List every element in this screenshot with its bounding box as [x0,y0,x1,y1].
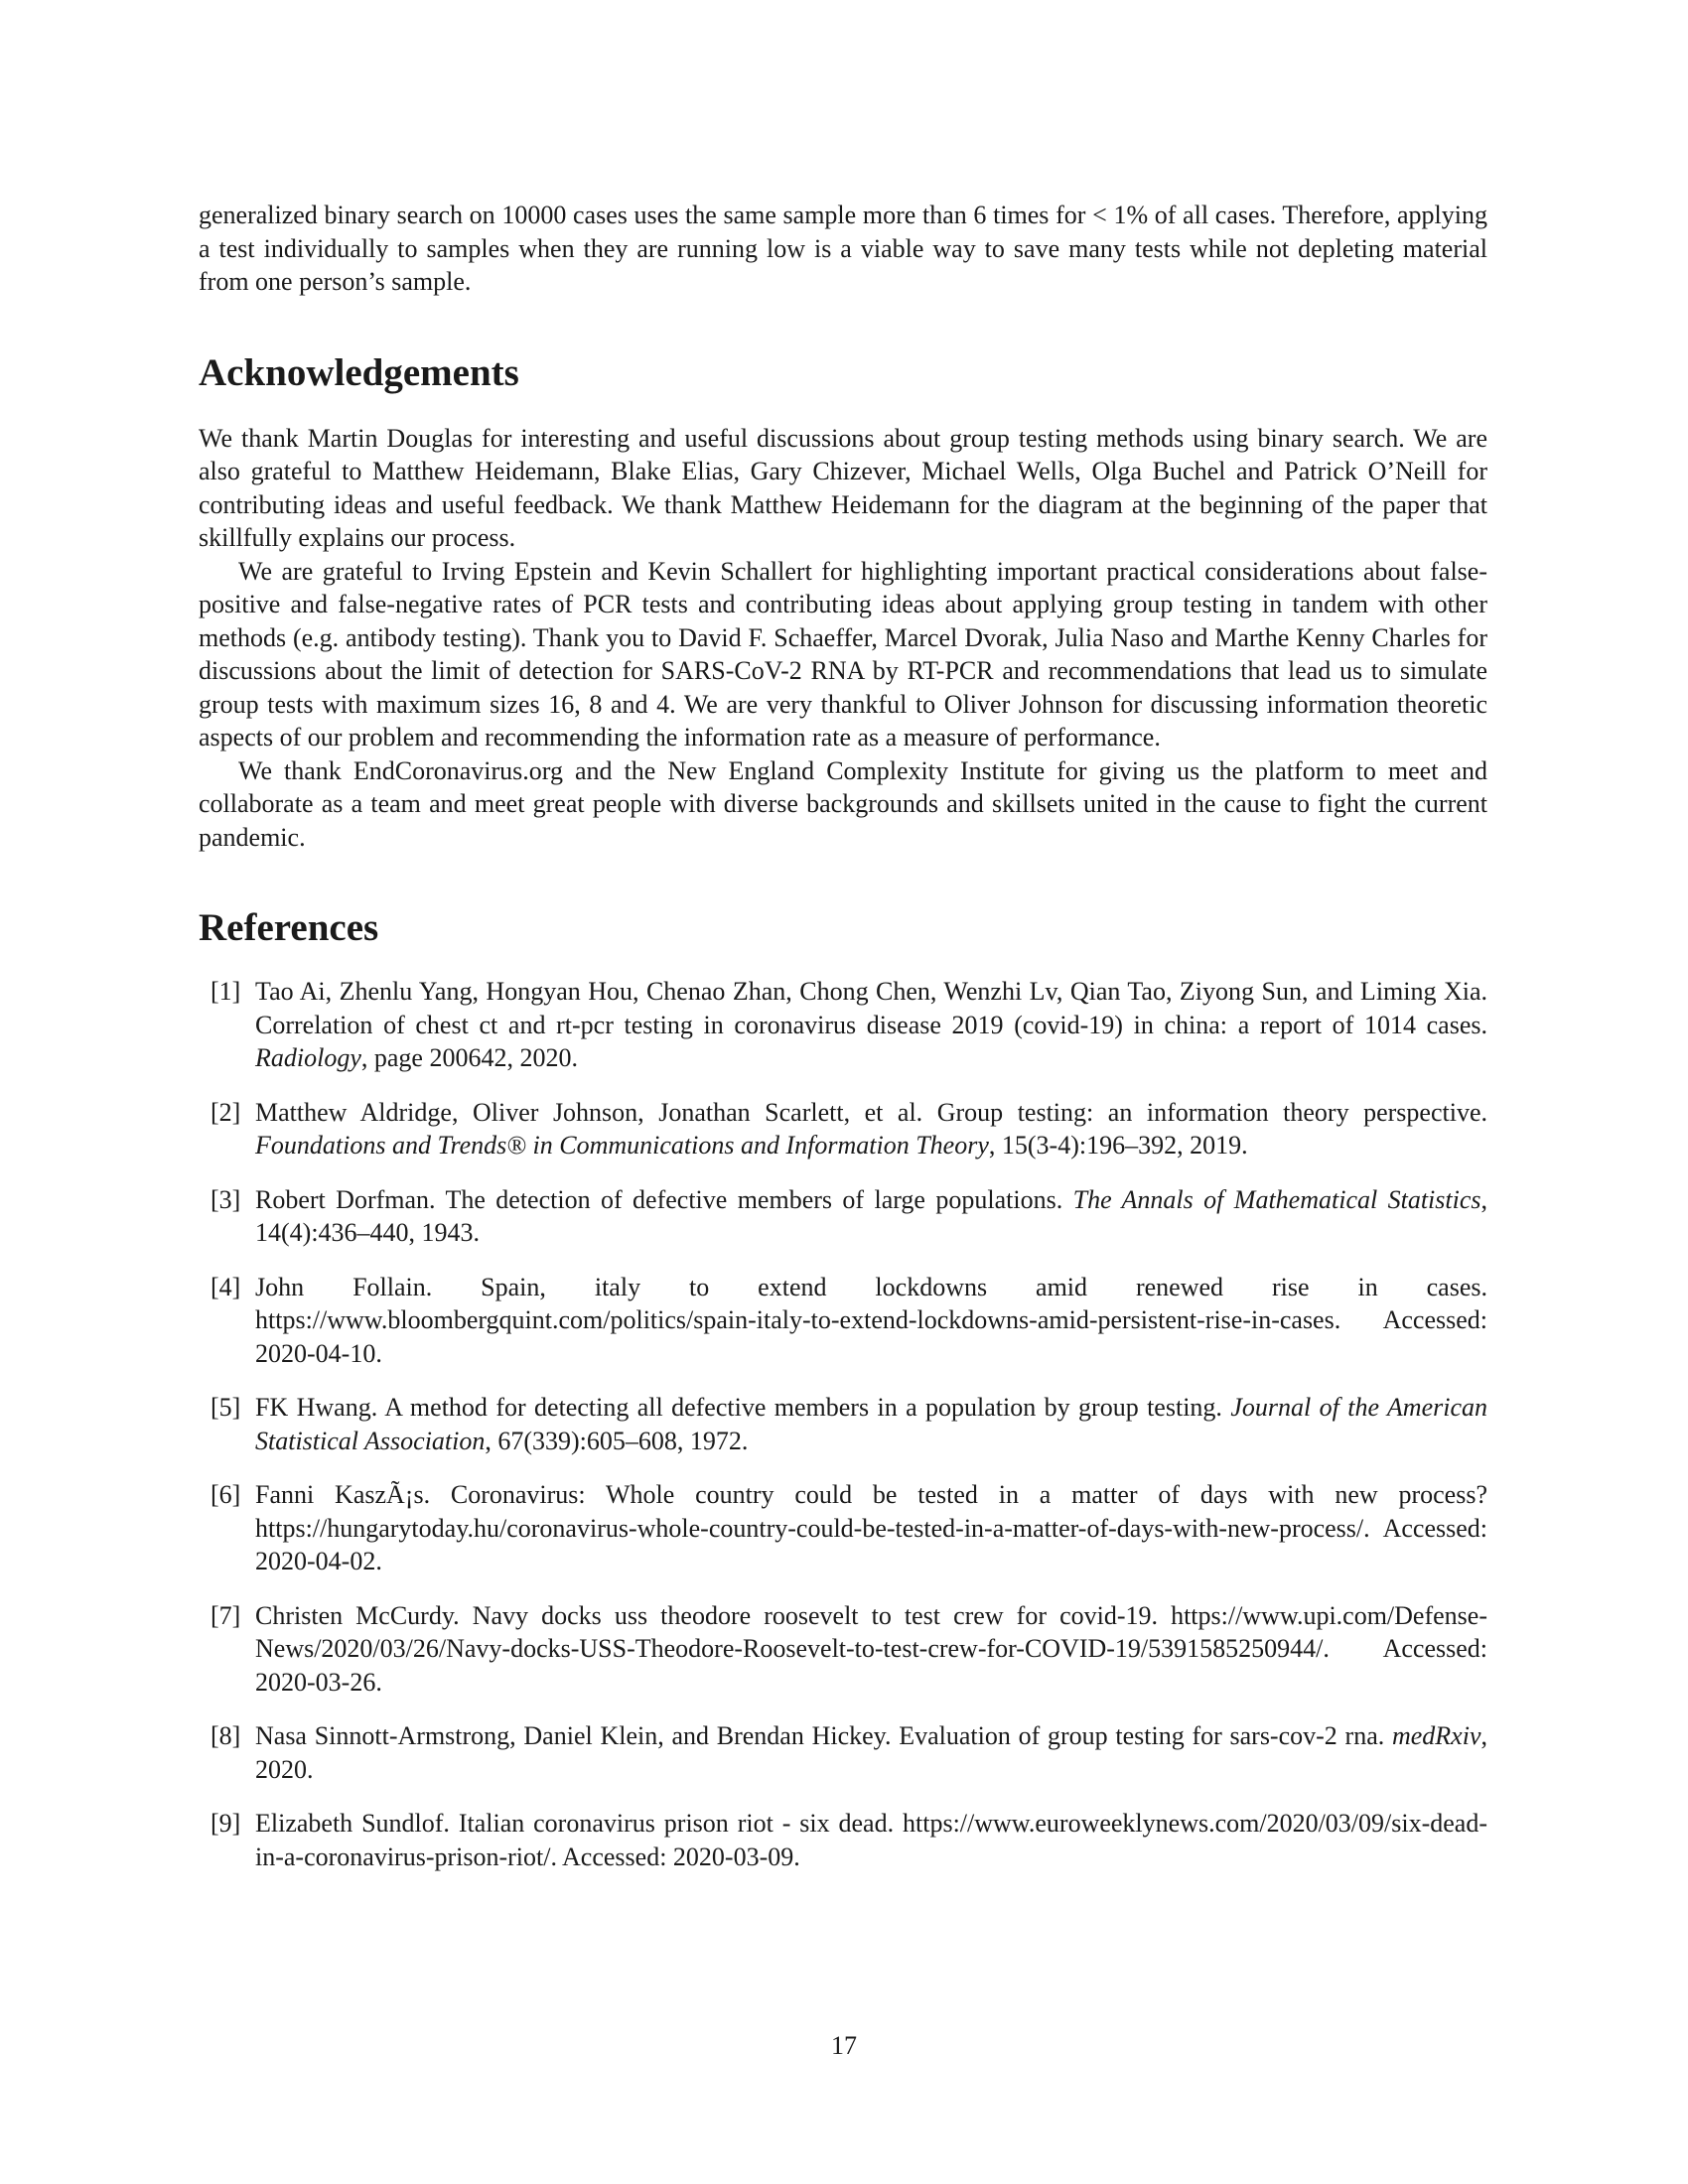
reference-text: Elizabeth Sundlof. Italian coronavirus prison riot - six dead. https://www.euroweeklynews.com/2020/03/09/six-dead-in-a-coronavirus-prison-riot/. Accessed: 2020-03-09. [255,1809,1487,1871]
reference-text: FK Hwang. A method for detecting all defective members in a population by group testing. [255,1393,1231,1422]
reference-item [199,1478,1487,1578]
reference-number: [2] [211,1097,241,1127]
reference-number: [7] [211,1600,241,1630]
reference-details: , 15(3-4):196–392, 2019. [988,1131,1248,1160]
reference-item [199,1391,1487,1457]
reference-venue: Journal of the American Statistical Association [255,1393,1488,1455]
page-number: 17 [831,2031,857,2060]
reference-number: [1] [211,977,241,1006]
reference-venue: Foundations and Trends® in Communications and Information Theory [255,1131,989,1160]
intro-paragraph: generalized binary search on 10000 cases uses the same sample more than 6 times for < 1% of all cases. Therefore, applying a test individually to samples when they are running low is a viable way to save many tests while not depleting material from one person’s sample. [199,201,1487,296]
reference-number: [5] [211,1393,241,1422]
reference-venue: Radiology [255,1043,361,1072]
reference-number: [8] [211,1721,241,1750]
acknowledgements-paragraph-2: We are grateful to Irving Epstein and Kevin Schallert for highlighting important practical considerations about false-positive and false-negative rates of PCR tests and contributing ideas about applying group testing in tandem with other methods (e.g. antibody testing). Thank you to David F. Schaeffer, Marcel Dvorak, Julia Naso and Marthe Kenny Charles for discussions about the limit of detection for SARS-CoV-2 RNA by RT-PCR and recommendations that lead us to simulate group tests with maximum sizes 16, 8 and 4. We are very thankful to Oliver Johnson for discussing information theoretic aspects of our problem and recommending the information rate as a measure of performance. [199,556,1487,751]
reference-item [199,1096,1487,1162]
reference-item [199,1183,1487,1250]
reference-text: Nasa Sinnott-Armstrong, Daniel Klein, and Brendan Hickey. Evaluation of group testing for sars-cov-2 rna. [255,1721,1392,1750]
page-body [199,199,1487,1894]
reference-details: , 14(4):436–440, 1943. [255,1184,1488,1247]
reference-number: [3] [211,1184,241,1214]
reference-text: Fanni KaszÃ¡s. Coronavirus: Whole country could be tested in a matter of days with new process? https://hungarytoday.hu/coronavirus-whole-country-could-be-tested-in-a-matter-of-days-with-new-process/. Accessed: 2020-04-02. [255,1480,1487,1575]
reference-details: , page 200642, 2020. [360,1043,578,1072]
reference-text: John Follain. Spain, italy to extend lockdowns amid renewed rise in cases. https://www.bloombergquint.com/politics/spain-italy-to-extend-lockdowns-amid-persistent-rise-in-cases. Accessed: 2020-04-10. [255,1272,1487,1368]
reference-text: Matthew Aldridge, Oliver Johnson, Jonathan Scarlett, et al. Group testing: an information theory perspective. [255,1097,1487,1127]
reference-item [199,1719,1487,1786]
reference-number: [6] [211,1480,241,1509]
acknowledgements-heading: Acknowledgements [199,350,519,394]
references-list [199,975,1487,1873]
reference-venue: medRxiv [1391,1721,1481,1750]
acknowledgements-paragraph-3: We thank EndCoronavirus.org and the New England Complexity Institute for giving us the platform to meet and collaborate as a team and meet great people with diverse backgrounds and skillsets united in the cause to fight the current pandemic. [199,755,1487,852]
reference-details: , 2020. [255,1721,1487,1784]
reference-item [199,1599,1487,1700]
reference-number: [9] [211,1809,241,1838]
acknowledgements-paragraph-1: We thank Martin Douglas for interesting and useful discussions about group testing methods using binary search. We are also grateful to Matthew Heidemann, Blake Elias, Gary Chizever, Michael Wells, Olga Buchel and Patrick O’Neill for contributing ideas and useful feedback. We thank Matthew Heidemann for the diagram at the beginning of the paper that skillfully explains our process. [199,423,1487,552]
reference-text: Tao Ai, Zhenlu Yang, Hongyan Hou, Chenao Zhan, Chong Chen, Wenzhi Lv, Qian Tao, Ziyong Sun, and Liming Xia. Correlation of chest ct and rt-pcr testing in coronavirus disease 2019 (covid-19) in china: a report of 1014 cases. [255,977,1487,1039]
references-heading: References [199,906,379,949]
reference-venue: The Annals of Mathematical Statistics [1072,1184,1481,1214]
reference-item [199,975,1487,1075]
reference-text: Robert Dorfman. The detection of defective members of large populations. [255,1184,1073,1214]
reference-item [199,1271,1487,1371]
reference-number: [4] [211,1272,241,1301]
reference-item [199,1807,1487,1873]
reference-text: Christen McCurdy. Navy docks uss theodore roosevelt to test crew for covid-19. https://www.upi.com/Defense-News/2020/03/26/Navy-docks-USS-Theodore-Roosevelt-to-test-crew-for-COVID-19/5391585250944/. Accessed: 2020-03-26. [255,1600,1487,1697]
reference-details: , 67(339):605–608, 1972. [485,1426,749,1455]
